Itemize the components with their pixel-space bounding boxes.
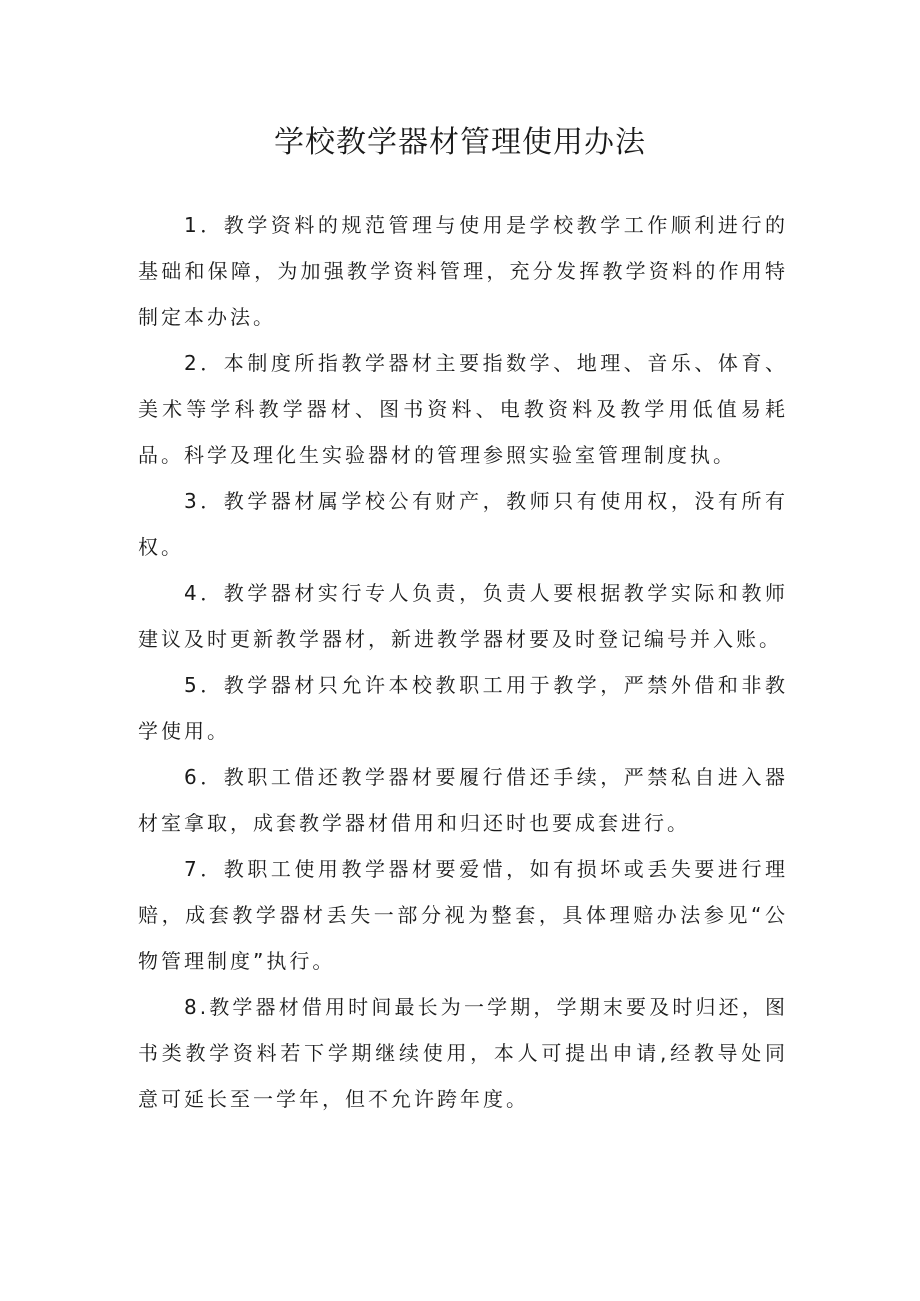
document-title: 学校教学器材管理使用办法 — [274, 125, 646, 160]
paragraph-1: 1．教学资料的规范管理与使用是学校教学工作顺利进行的基础和保障，为加强教学资料管理，充分发挥教学资料的作用特制定本办法。 — [138, 213, 788, 329]
paragraph-2: 2．本制度所指教学器材主要指数学、地理、音乐、体育、美术等学科教学器材、图书资料、电教资料及教学用低值易耗品。科学及理化生实验器材的管理参照实验室管理制度执。 — [138, 351, 788, 467]
paragraph-7: 7．教职工使用教学器材要爱惜，如有损坏或丢失要进行理赔，成套教学器材丢失一部分视为整套，具体理赔办法参见“公物管理制度”执行。 — [138, 857, 788, 973]
paragraph-6: 6．教职工借还教学器材要履行借还手续，严禁私自进入器材室拿取，成套教学器材借用和归还时也要成套进行。 — [138, 765, 788, 835]
paragraph-4: 4．教学器材实行专人负责，负责人要根据教学实际和教师建议及时更新教学器材，新进教学器材要及时登记编号并入账。 — [138, 581, 788, 651]
document-body — [138, 202, 788, 1122]
paragraph-3: 3．教学器材属学校公有财产，教师只有使用权，没有所有权。 — [138, 489, 788, 559]
paragraph-5: 5．教学器材只允许本校教职工用于教学，严禁外借和非教学使用。 — [138, 673, 788, 743]
paragraph-8: 8.教学器材借用时间最长为一学期，学期末要及时归还，图书类教学资料若下学期继续使用，本人可提出申请,经教导处同意可延长至一学年，但不允许跨年度。 — [138, 995, 788, 1111]
